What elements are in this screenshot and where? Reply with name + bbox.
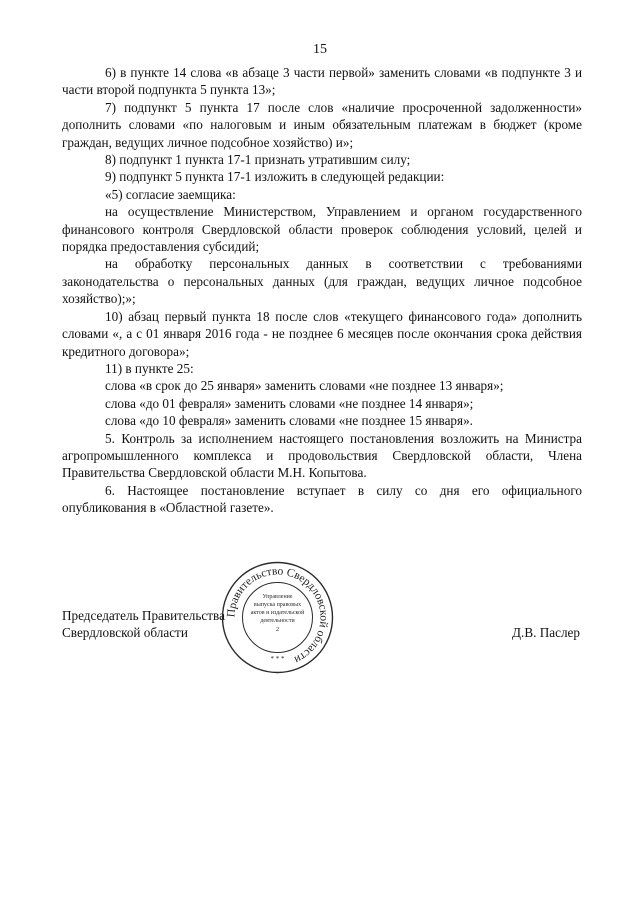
paragraph: слова «в срок до 25 января» заменить словами «не позднее 13 января»; xyxy=(105,378,504,394)
seal-inner-line: выпуска правовых xyxy=(253,602,302,608)
seal-inner-line: деятельности xyxy=(260,618,295,624)
paragraph: слова «до 01 февраля» заменить словами «не позднее 14 января»; xyxy=(105,395,474,411)
paragraph: 7) подпункт 5 пункта 17 после слов «наличие просроченной задолженности» дополнить словами «по налоговым и иным обязательным платежам в бюджет (кроме граждан, ведущих личное подсобное хозяйство) и»; xyxy=(62,99,582,150)
paragraph: 11) в пункте 25: xyxy=(105,360,194,376)
signatory-name: Д.В. Паслер xyxy=(512,625,580,640)
page-number: 15 xyxy=(313,42,327,57)
paragraph: 8) подпункт 1 пункта 17-1 признать утратившим силу; xyxy=(105,152,411,168)
seal-inner-line: 2 xyxy=(275,626,280,633)
document-body xyxy=(62,64,582,517)
seal-inner-line: Управление xyxy=(262,594,293,600)
seal-inner-line: актов и издательской xyxy=(250,610,305,616)
paragraph: 6) в пункте 14 слова «в абзаце 3 части первой» заменить словами «в подпункте 3 и части второй подпункта 5 пункта 13»; xyxy=(62,65,582,98)
paragraph: 6. Настоящее постановление вступает в силу со дня его официального опубликования в «Областной газете». xyxy=(62,482,582,516)
seal-ring-text: Правительство Свердловской области xyxy=(225,565,330,666)
paragraph: 10) абзац первый пункта 18 после слов «текущего финансового года» дополнить словами «, а с 01 января 2016 года - не позднее 6 месяцев после окончания срока действия кредитного договора»; xyxy=(62,308,582,359)
signature-title-line: Свердловской области xyxy=(62,625,188,641)
signature-title-line: Председатель Правительства xyxy=(62,608,225,623)
seal-stars: * * * xyxy=(270,655,285,663)
paragraph: 9) подпункт 5 пункта 17-1 изложить в следующей редакции: xyxy=(105,169,445,185)
paragraph: 5. Контроль за исполнением настоящего постановления возложить на Министра агропромышленного комплекса и продовольствия Свердловской области, Члена Правительства Свердловской области М.Н. Копытова. xyxy=(62,430,582,481)
paragraph: на обработку персональных данных в соответствии с требованиями законодательства о персональных данных (для граждан, ведущих личное подсобное хозяйство);»; xyxy=(62,256,582,307)
paragraph: «5) согласие заемщика: xyxy=(105,186,236,202)
paragraph: на осуществление Министерством, Управлением и органом государственного финансового контроля Свердловской области проверок соблюдения условий, целей и порядка предоставления субсидий; xyxy=(62,204,582,255)
paragraph: слова «до 10 февраля» заменить словами «не позднее 15 января». xyxy=(105,413,473,429)
signature-title xyxy=(62,607,225,642)
official-seal xyxy=(220,560,335,675)
